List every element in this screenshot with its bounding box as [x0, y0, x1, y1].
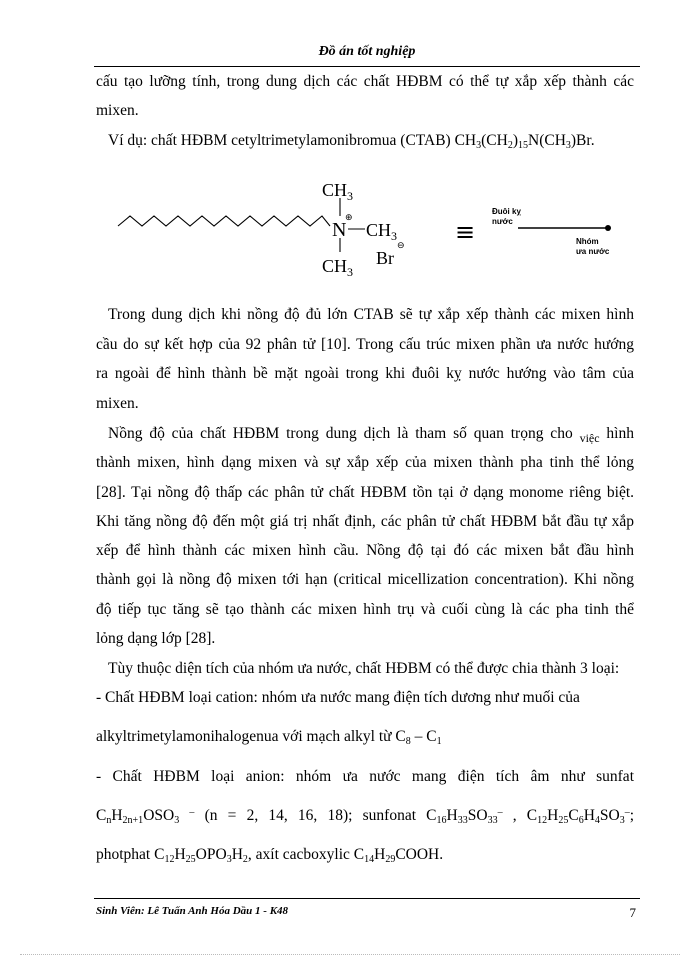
ch3-right: $CH_3$: [366, 220, 398, 243]
text-line: độ tiếp tục tăng sẽ tạo thành các mixen hình trụ và cuối cùng là các pha tinh thể: [96, 601, 634, 618]
alkyl-chain: [118, 216, 330, 226]
text-line: $C_nH_{2n+1}OSO_3$ – (n = 2, 14, 16, 18); sunfonat $C_{16}H_{33}SO_{33}^-$ , $C_{12}H_{25}C_6H_4SO_3^-$;: [96, 807, 635, 826]
text-line: cấu tạo lưỡng tính, trong dung dịch các chất HĐBM có thể tự xắp xếp thành các: [96, 73, 634, 90]
text-line: cầu do sự kết hợp của 92 phân tử [10]. Trong cấu trúc mixen phần ưa nước hướng: [96, 336, 634, 353]
tail-label-line1: Đuôi kỵ: [492, 207, 521, 216]
ch3-bottom: $CH_3$: [322, 256, 354, 278]
tail-label-line2: nước: [492, 217, 513, 226]
text-line: [28]. Tại nồng độ thấp các phân tử chất HĐBM tồn tại ở dạng monome riêng biệt.: [96, 484, 634, 501]
positive-charge: ⊕: [345, 213, 353, 223]
text-line: Trong dung dịch khi nồng độ đủ lớn CTAB sẽ tự xắp xếp thành các mixen hình: [108, 306, 634, 323]
text-line: xếp để hình thành các mixen hình cầu. Nồng độ tại đó các mixen bắt đầu hình: [96, 542, 634, 559]
text-line: mixen.: [96, 102, 139, 119]
head-dot: [605, 225, 611, 231]
header-title: Đồ án tốt nghiệp: [318, 44, 416, 59]
example-line: Ví dụ: chất HĐBM cetyltrimetylamonibromua (CTAB) $CH_3(CH_2)_{15}N(CH_3)Br$.: [108, 132, 595, 151]
text-line: Nồng độ của chất HĐBM trong dung dịch là tham số quan trọng cho $_{việc}$ hình: [108, 425, 634, 445]
text-line: photphat $C_{12}H_{25}OPO_3H_2$, axít cacboxylic $C_{14}H_{29}COOH$.: [96, 846, 444, 865]
text-line: ra ngoài để hình thành bề mặt ngoài trong khi đuôi kỵ nước hướng vào tâm của: [96, 365, 634, 382]
bullet-anion: - Chất HĐBM loại anion: nhóm ưa nước mang điện tích âm như sunfat: [96, 768, 634, 785]
bromide-ion: Br: [376, 248, 394, 268]
text-line: thành gọi là nồng độ mixen tới hạn (critical micellization concentration). Khi nồng: [96, 571, 634, 588]
footer-author: Sinh Viên: Lê Tuấn Anh Hóa Dầu 1 - K48: [96, 905, 289, 917]
head-label-line1: Nhóm: [576, 237, 599, 246]
head-label-line2: ưa nước: [576, 247, 610, 256]
equivalence-sign: ≡: [455, 218, 476, 246]
text-line: alkyltrimetylamonihalogenua với mạch alkyl từ $C_8 - C_1$: [96, 728, 442, 747]
bullet-cation: - Chất HĐBM loại cation: nhóm ưa nước mang điện tích dương như muối của: [96, 689, 580, 706]
negative-charge: ⊖: [397, 241, 405, 251]
page-header: [94, 40, 640, 67]
text-line: thành mixen, hình dạng mixen và sự xắp xếp của mixen thành pha tinh thể lỏng: [96, 454, 634, 471]
page-bottom-divider: [20, 954, 680, 955]
page-number: 7: [629, 905, 636, 920]
example-prefix: Ví dụ: chất HĐBM cetyltrimetylamonibromua (CTAB) CH: [108, 132, 477, 149]
nitrogen-atom: N: [332, 219, 347, 241]
footer-rule: [94, 898, 640, 901]
ctab-structure-diagram: [110, 178, 630, 278]
text-line: mixen.: [96, 395, 139, 412]
text-line: Tùy thuộc diện tích của nhóm ưa nước, chất HĐBM có thể được chia thành 3 loại:: [108, 660, 620, 677]
text-line: Khi tăng nồng độ đến một giá trị nhất định, các phân tử chất HĐBM bắt đầu tự xắp: [96, 513, 634, 530]
ch3-top: $CH_3$: [322, 180, 354, 203]
text-line: lỏng dạng lớp [28].: [96, 630, 216, 647]
